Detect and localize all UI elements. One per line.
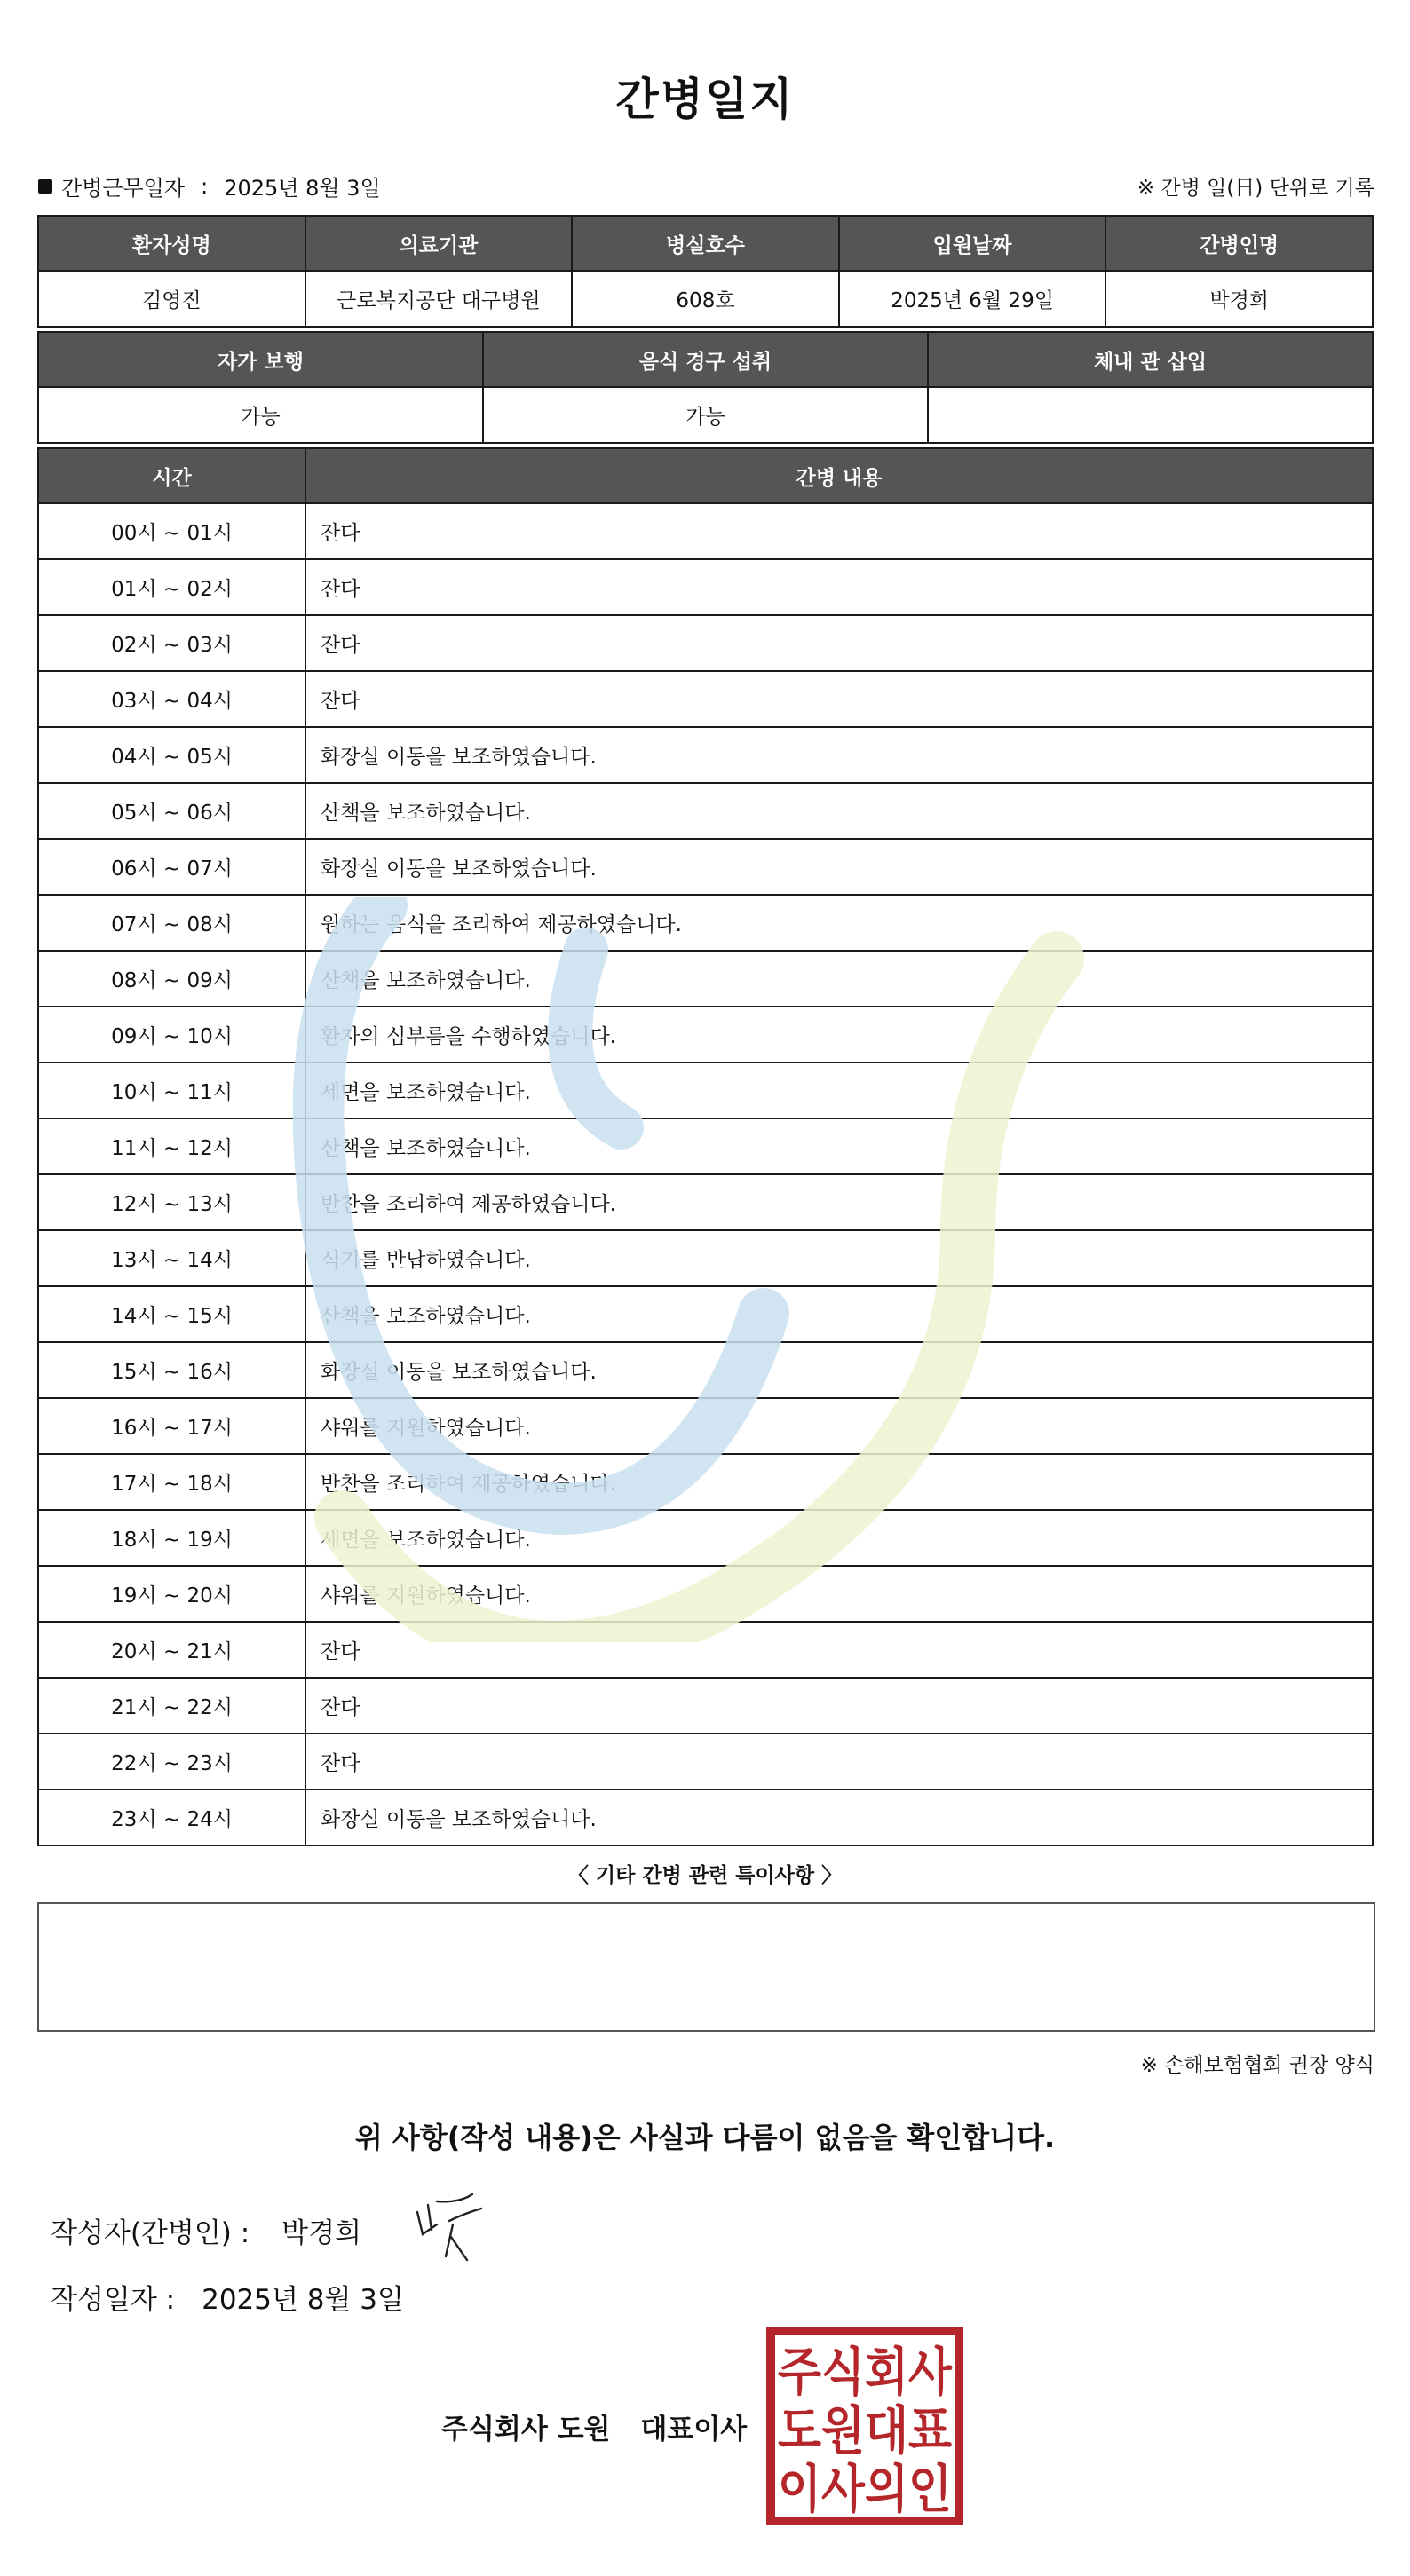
log-content: 식기를 반납하였습니다. — [305, 1230, 1373, 1286]
table-row — [38, 1007, 1373, 1063]
log-content: 잔다 — [305, 1734, 1373, 1790]
log-time: 16시 ~ 17시 — [38, 1398, 305, 1454]
log-content: 잔다 — [305, 1622, 1373, 1678]
log-content: 산책을 보조하였습니다. — [305, 1118, 1373, 1174]
table-row — [38, 1622, 1373, 1678]
status-header: 음식 경구 섭취 — [483, 332, 928, 387]
table-row — [38, 559, 1373, 615]
company-name: 주식회사 도원 — [441, 2414, 611, 2446]
log-time: 00시 ~ 01시 — [38, 503, 305, 559]
caregiver-name: 박경희 — [1105, 271, 1373, 327]
log-time: 13시 ~ 14시 — [38, 1230, 305, 1286]
table-row — [38, 1118, 1373, 1174]
log-time: 12시 ~ 13시 — [38, 1174, 305, 1230]
log-time: 06시 ~ 07시 — [38, 839, 305, 895]
table-row — [38, 1734, 1373, 1790]
log-time: 14시 ~ 15시 — [38, 1286, 305, 1342]
work-date-label: 간병근무일자 — [61, 176, 186, 201]
log-time: 10시 ~ 11시 — [38, 1063, 305, 1118]
walking-status: 가능 — [38, 387, 483, 443]
log-time: 15시 ~ 16시 — [38, 1342, 305, 1398]
page-title: 간병일지 — [615, 74, 795, 125]
company-line — [441, 2406, 747, 2446]
table-row — [38, 1510, 1373, 1566]
work-date-value: 2025년 8월 3일 — [224, 176, 381, 201]
writer-name: 박경희 — [281, 2217, 362, 2249]
table-row — [38, 727, 1373, 783]
table-row — [38, 1678, 1373, 1734]
table-row — [38, 1286, 1373, 1342]
company-seal-stamp — [765, 2326, 964, 2526]
bullet-square-icon — [38, 179, 52, 194]
written-date-value: 2025년 8월 3일 — [202, 2284, 404, 2316]
form-note: ※ 손해보험협회 권장 양식 — [1140, 2054, 1374, 2077]
log-content: 잔다 — [305, 503, 1373, 559]
writer-line — [51, 2210, 361, 2250]
work-date-line — [38, 170, 381, 201]
written-date-label: 작성일자 : — [51, 2284, 176, 2316]
table-row — [38, 671, 1373, 727]
table-row — [38, 1174, 1373, 1230]
log-content: 샤워를 지원하였습니다. — [305, 1566, 1373, 1622]
room-number: 608호 — [572, 271, 839, 327]
svg-text:도원대표: 도원대표 — [778, 2400, 952, 2461]
log-content: 잔다 — [305, 1678, 1373, 1734]
table-row — [38, 895, 1373, 951]
oral-intake-status: 가능 — [483, 387, 928, 443]
log-time: 09시 ~ 10시 — [38, 1007, 305, 1063]
log-time: 22시 ~ 23시 — [38, 1734, 305, 1790]
info-header: 병실호수 — [572, 216, 839, 271]
log-time: 11시 ~ 12시 — [38, 1118, 305, 1174]
log-time: 19시 ~ 20시 — [38, 1566, 305, 1622]
info-header: 간병인명 — [1105, 216, 1373, 271]
log-time: 21시 ~ 22시 — [38, 1678, 305, 1734]
info-header: 의료기관 — [305, 216, 573, 271]
written-date-line — [51, 2277, 404, 2317]
log-content: 산책을 보조하였습니다. — [305, 783, 1373, 839]
log-time: 01시 ~ 02시 — [38, 559, 305, 615]
info-header: 입원날짜 — [839, 216, 1106, 271]
log-time: 07시 ~ 08시 — [38, 895, 305, 951]
table-row — [38, 951, 1373, 1007]
admission-date: 2025년 6월 29일 — [839, 271, 1106, 327]
signature-image — [410, 2185, 508, 2265]
table-row — [38, 839, 1373, 895]
remarks-title: 〈 기타 간병 관련 특이사항 〉 — [567, 1864, 843, 1887]
remarks-box — [37, 1902, 1375, 2032]
log-content: 환자의 심부름을 수행하였습니다. — [305, 1007, 1373, 1063]
log-header-content: 간병 내용 — [305, 448, 1373, 503]
table-row — [38, 1790, 1373, 1845]
log-content: 샤워를 지원하였습니다. — [305, 1398, 1373, 1454]
log-content: 화장실 이동을 보조하였습니다. — [305, 727, 1373, 783]
log-time: 18시 ~ 19시 — [38, 1510, 305, 1566]
writer-label: 작성자(간병인) : — [51, 2217, 250, 2249]
status-header: 자가 보행 — [38, 332, 483, 387]
log-content: 반찬을 조리하여 제공하였습니다. — [305, 1174, 1373, 1230]
table-row — [38, 1398, 1373, 1454]
table-row — [38, 503, 1373, 559]
log-time: 17시 ~ 18시 — [38, 1454, 305, 1510]
care-log-table — [37, 447, 1374, 1846]
log-content: 잔다 — [305, 615, 1373, 671]
log-time: 20시 ~ 21시 — [38, 1622, 305, 1678]
company-role: 대표이사 — [640, 2414, 748, 2446]
log-content: 반찬을 조리하여 제공하였습니다. — [305, 1454, 1373, 1510]
log-content: 잔다 — [305, 671, 1373, 727]
table-row — [38, 1342, 1373, 1398]
confirmation-statement: 위 사항(작성 내용)은 사실과 다름이 없음을 확인합니다. — [354, 2121, 1056, 2154]
table-row — [38, 1566, 1373, 1622]
log-time: 03시 ~ 04시 — [38, 671, 305, 727]
patient-status-table — [37, 331, 1374, 444]
table-row — [38, 615, 1373, 671]
log-content: 세면을 보조하였습니다. — [305, 1063, 1373, 1118]
tube-insertion-status — [928, 387, 1373, 443]
table-row — [38, 783, 1373, 839]
log-time: 23시 ~ 24시 — [38, 1790, 305, 1845]
hospital-name: 근로복지공단 대구병원 — [305, 271, 573, 327]
patient-info-table — [37, 215, 1374, 328]
log-time: 05시 ~ 06시 — [38, 783, 305, 839]
log-content: 잔다 — [305, 559, 1373, 615]
table-row — [38, 1454, 1373, 1510]
log-content: 산책을 보조하였습니다. — [305, 951, 1373, 1007]
log-content: 화장실 이동을 보조하였습니다. — [305, 1790, 1373, 1845]
log-content: 산책을 보조하였습니다. — [305, 1286, 1373, 1342]
svg-text:주식회사: 주식회사 — [778, 2342, 953, 2402]
info-header: 환자성명 — [38, 216, 305, 271]
svg-text:이사의인: 이사의인 — [778, 2459, 952, 2519]
patient-name: 김영진 — [38, 271, 305, 327]
log-content: 화장실 이동을 보조하였습니다. — [305, 1342, 1373, 1398]
unit-note: ※ 간병 일(日) 단위로 기록 — [1137, 177, 1374, 200]
status-header: 체내 관 삽입 — [928, 332, 1373, 387]
care-log-rows — [38, 503, 1373, 1845]
log-time: 02시 ~ 03시 — [38, 615, 305, 671]
log-content: 원하는 음식을 조리하여 제공하였습니다. — [305, 895, 1373, 951]
log-content: 화장실 이동을 보조하였습니다. — [305, 839, 1373, 895]
log-header-time: 시간 — [38, 448, 305, 503]
log-content: 세면을 보조하였습니다. — [305, 1510, 1373, 1566]
log-time: 08시 ~ 09시 — [38, 951, 305, 1007]
work-date-colon: : — [201, 173, 209, 199]
log-time: 04시 ~ 05시 — [38, 727, 305, 783]
table-row — [38, 1230, 1373, 1286]
table-row — [38, 1063, 1373, 1118]
